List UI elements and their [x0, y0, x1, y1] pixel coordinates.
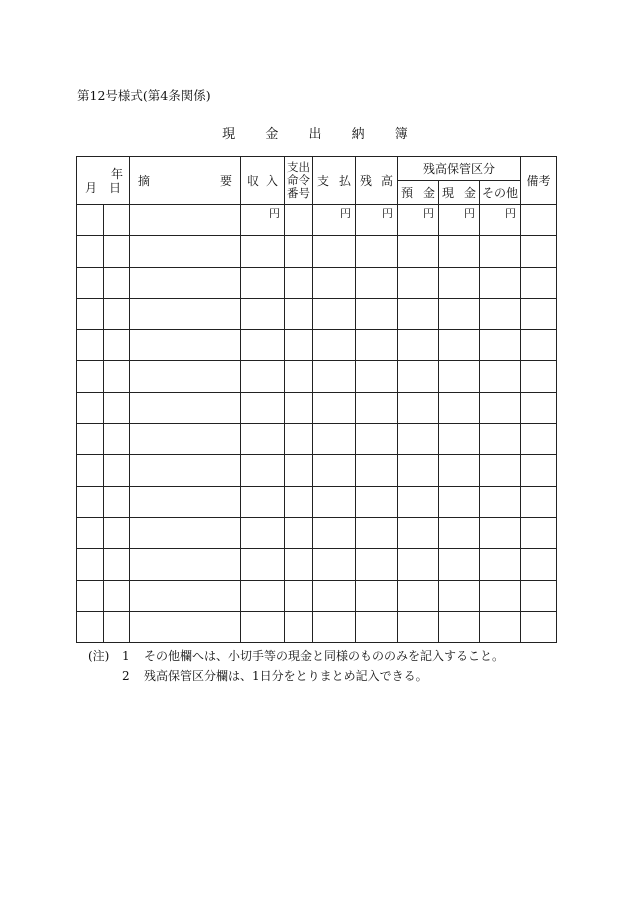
balance-cell[interactable]: [356, 267, 398, 298]
deposit-char: 金: [422, 185, 435, 200]
order-number-cell[interactable]: [285, 611, 313, 642]
deposit-cell[interactable]: 円: [398, 205, 439, 236]
title-char: 納: [351, 127, 365, 142]
income-char: 入: [265, 173, 278, 188]
cash-char: 金: [463, 185, 476, 200]
deposit-cell[interactable]: [398, 455, 439, 486]
date-header: [77, 157, 130, 205]
order-number-cell[interactable]: [285, 361, 313, 392]
summary-cell[interactable]: [130, 205, 241, 236]
deposit-cell[interactable]: [398, 298, 439, 329]
deposit-cell[interactable]: [398, 236, 439, 267]
order-number-cell[interactable]: [285, 267, 313, 298]
remarks-cell[interactable]: [521, 517, 557, 548]
note-text: その他欄へは、小切手等の現金と同様のもののみを記入すること。: [144, 649, 505, 663]
order-number-cell[interactable]: [285, 455, 313, 486]
summary-cell[interactable]: [130, 298, 241, 329]
deposit-cell[interactable]: [398, 611, 439, 642]
summary-cell[interactable]: [130, 236, 241, 267]
note-item: [88, 646, 504, 666]
title-char: 簿: [394, 127, 408, 142]
other-cell[interactable]: [480, 392, 521, 423]
order-number-cell[interactable]: [285, 517, 313, 548]
cash-cell[interactable]: [439, 298, 480, 329]
balance-cell[interactable]: [356, 549, 398, 580]
cash-cell[interactable]: [439, 236, 480, 267]
form-number-label: 第12号様式(第4条関係): [77, 88, 211, 103]
remarks-cell[interactable]: [521, 611, 557, 642]
month-cell[interactable]: [77, 580, 104, 611]
other-cell[interactable]: [480, 361, 521, 392]
order-number-cell[interactable]: [285, 392, 313, 423]
remarks-cell[interactable]: [521, 330, 557, 361]
payment-cell[interactable]: 円: [313, 205, 356, 236]
balance-header: [356, 157, 398, 205]
balance-char: 残: [360, 173, 373, 188]
payment-cell[interactable]: [313, 486, 356, 517]
day-cell[interactable]: [104, 486, 130, 517]
summary-cell[interactable]: [130, 267, 241, 298]
summary-cell[interactable]: [130, 330, 241, 361]
day-cell[interactable]: [104, 236, 130, 267]
day-cell[interactable]: [104, 392, 130, 423]
day-cell[interactable]: [104, 455, 130, 486]
remarks-cell[interactable]: [521, 298, 557, 329]
remarks-cell[interactable]: [521, 267, 557, 298]
order-number-cell[interactable]: [285, 424, 313, 455]
income-header: [241, 157, 285, 205]
cash-cell[interactable]: [439, 517, 480, 548]
table-row: [77, 330, 557, 361]
month-cell[interactable]: [77, 549, 104, 580]
payment-cell[interactable]: [313, 298, 356, 329]
deposit-cell[interactable]: [398, 267, 439, 298]
other-cell[interactable]: [480, 580, 521, 611]
income-cell[interactable]: [241, 236, 285, 267]
deposit-cell[interactable]: [398, 330, 439, 361]
order-number-cell[interactable]: [285, 330, 313, 361]
other-cell[interactable]: [480, 236, 521, 267]
income-cell[interactable]: [241, 392, 285, 423]
deposit-cell[interactable]: [398, 361, 439, 392]
other-cell[interactable]: [480, 298, 521, 329]
remarks-cell[interactable]: [521, 236, 557, 267]
summary-cell[interactable]: [130, 580, 241, 611]
summary-cell[interactable]: [130, 392, 241, 423]
month-cell[interactable]: [77, 330, 104, 361]
summary-cell[interactable]: [130, 549, 241, 580]
cash-cell[interactable]: [439, 549, 480, 580]
summary-cell[interactable]: [130, 611, 241, 642]
payment-order-number-header: [285, 157, 313, 205]
order-line: 支出: [287, 160, 310, 174]
income-cell[interactable]: [241, 580, 285, 611]
other-cell[interactable]: [480, 486, 521, 517]
note-prefix: (注): [88, 649, 110, 663]
month-cell[interactable]: [77, 611, 104, 642]
day-label: 日: [108, 180, 121, 195]
payment-header: [313, 157, 356, 205]
payment-cell[interactable]: [313, 611, 356, 642]
remarks-cell[interactable]: [521, 392, 557, 423]
deposit-header: [398, 181, 439, 205]
month-cell[interactable]: [77, 236, 104, 267]
order-number-cell[interactable]: [285, 580, 313, 611]
note-number: 1: [122, 649, 130, 663]
cash-cell[interactable]: [439, 611, 480, 642]
table-row: [77, 236, 557, 267]
order-line: 番号: [287, 186, 310, 200]
notes: [88, 646, 504, 686]
table-row: [77, 298, 557, 329]
deposit-cell[interactable]: [398, 517, 439, 548]
income-cell[interactable]: [241, 611, 285, 642]
summary-cell[interactable]: [130, 517, 241, 548]
balance-cell[interactable]: [356, 236, 398, 267]
payment-cell[interactable]: [313, 580, 356, 611]
year-label: 年: [110, 166, 123, 181]
other-cell[interactable]: [480, 267, 521, 298]
summary-header: [130, 157, 241, 205]
day-cell[interactable]: [104, 330, 130, 361]
day-cell[interactable]: [104, 517, 130, 548]
day-cell[interactable]: [104, 549, 130, 580]
balance-cell[interactable]: [356, 455, 398, 486]
cash-cell[interactable]: [439, 392, 480, 423]
note-text: 残高保管区分欄は、1日分をとりまとめ記入できる。: [144, 669, 428, 683]
balance-char: 高: [380, 173, 393, 188]
balance-cell[interactable]: [356, 517, 398, 548]
table-row: [77, 392, 557, 423]
remarks-cell[interactable]: [521, 486, 557, 517]
summary-cell[interactable]: [130, 486, 241, 517]
cash-cell[interactable]: [439, 361, 480, 392]
month-cell[interactable]: [77, 486, 104, 517]
title-char: 現: [222, 127, 236, 142]
table-row: [77, 580, 557, 611]
deposit-cell[interactable]: [398, 486, 439, 517]
order-number-cell[interactable]: [285, 298, 313, 329]
other-cell[interactable]: [480, 549, 521, 580]
table-row: [77, 517, 557, 548]
income-cell[interactable]: [241, 330, 285, 361]
other-cell[interactable]: [480, 517, 521, 548]
table-row: [77, 455, 557, 486]
payment-cell[interactable]: [313, 392, 356, 423]
balance-cell[interactable]: 円: [356, 205, 398, 236]
other-cell[interactable]: [480, 611, 521, 642]
balance-cell[interactable]: [356, 361, 398, 392]
month-cell[interactable]: [77, 517, 104, 548]
day-cell[interactable]: [104, 611, 130, 642]
balance-cell[interactable]: [356, 424, 398, 455]
day-cell[interactable]: [104, 361, 130, 392]
table-row: [77, 361, 557, 392]
note-item: [88, 666, 504, 686]
summary-char: 摘: [138, 173, 151, 188]
month-cell[interactable]: [77, 361, 104, 392]
table-row: [77, 486, 557, 517]
payment-char: 支: [317, 173, 330, 188]
other-cell[interactable]: 円: [480, 205, 521, 236]
storage-group-header: 残高保管区分: [398, 157, 521, 181]
summary-char: 要: [219, 173, 232, 188]
income-cell[interactable]: [241, 549, 285, 580]
remarks-cell[interactable]: [521, 205, 557, 236]
remarks-cell[interactable]: [521, 424, 557, 455]
day-cell[interactable]: [104, 205, 130, 236]
cash-cell[interactable]: [439, 424, 480, 455]
cash-cell[interactable]: [439, 267, 480, 298]
table-row: [77, 611, 557, 642]
deposit-cell[interactable]: [398, 424, 439, 455]
title-char: 出: [308, 127, 322, 142]
table-row: [77, 267, 557, 298]
other-header: その他: [480, 181, 521, 205]
payment-cell[interactable]: [313, 267, 356, 298]
income-cell[interactable]: [241, 298, 285, 329]
payment-cell[interactable]: [313, 549, 356, 580]
table-body: [77, 236, 557, 643]
income-cell[interactable]: [241, 424, 285, 455]
balance-cell[interactable]: [356, 486, 398, 517]
cash-cell[interactable]: [439, 455, 480, 486]
order-number-cell[interactable]: [285, 205, 313, 236]
cash-cell[interactable]: [439, 330, 480, 361]
month-cell[interactable]: [77, 267, 104, 298]
balance-cell[interactable]: [356, 580, 398, 611]
summary-cell[interactable]: [130, 455, 241, 486]
day-cell[interactable]: [104, 298, 130, 329]
payment-cell[interactable]: [313, 361, 356, 392]
day-cell[interactable]: [104, 267, 130, 298]
deposit-cell[interactable]: [398, 549, 439, 580]
order-number-cell[interactable]: [285, 236, 313, 267]
cash-header: [439, 181, 480, 205]
payment-cell[interactable]: [313, 330, 356, 361]
other-cell[interactable]: [480, 330, 521, 361]
balance-cell[interactable]: [356, 611, 398, 642]
document-title: [0, 123, 630, 142]
income-cell[interactable]: [241, 486, 285, 517]
payment-char: 払: [338, 173, 351, 188]
month-cell[interactable]: [77, 424, 104, 455]
remarks-cell[interactable]: [521, 455, 557, 486]
table-row: [77, 205, 557, 236]
other-cell[interactable]: [480, 424, 521, 455]
deposit-cell[interactable]: [398, 580, 439, 611]
cash-ledger-table: [76, 156, 557, 643]
remarks-header: 備考: [521, 157, 557, 205]
remarks-cell[interactable]: [521, 361, 557, 392]
note-number: 2: [122, 669, 130, 683]
income-cell[interactable]: [241, 517, 285, 548]
cash-cell[interactable]: 円: [439, 205, 480, 236]
month-cell[interactable]: [77, 392, 104, 423]
month-cell[interactable]: [77, 205, 104, 236]
balance-cell[interactable]: [356, 392, 398, 423]
day-cell[interactable]: [104, 424, 130, 455]
cash-cell[interactable]: [439, 486, 480, 517]
order-number-cell[interactable]: [285, 549, 313, 580]
month-label: 月: [85, 180, 98, 195]
income-cell[interactable]: [241, 455, 285, 486]
header-row: [77, 157, 557, 181]
balance-cell[interactable]: [356, 330, 398, 361]
balance-cell[interactable]: [356, 298, 398, 329]
remarks-cell[interactable]: [521, 549, 557, 580]
deposit-cell[interactable]: [398, 392, 439, 423]
income-cell[interactable]: [241, 267, 285, 298]
other-cell[interactable]: [480, 455, 521, 486]
table-row: [77, 549, 557, 580]
cash-cell[interactable]: [439, 580, 480, 611]
order-line: 命令: [287, 173, 310, 187]
remarks-cell[interactable]: [521, 580, 557, 611]
order-number-cell[interactable]: [285, 486, 313, 517]
month-cell[interactable]: [77, 298, 104, 329]
payment-cell[interactable]: [313, 236, 356, 267]
summary-cell[interactable]: [130, 424, 241, 455]
summary-cell[interactable]: [130, 361, 241, 392]
payment-cell[interactable]: [313, 424, 356, 455]
deposit-char: 預: [401, 185, 414, 200]
cash-char: 現: [442, 185, 455, 200]
income-char: 収: [247, 173, 260, 188]
payment-cell[interactable]: [313, 455, 356, 486]
payment-cell[interactable]: [313, 517, 356, 548]
income-cell[interactable]: [241, 361, 285, 392]
income-cell[interactable]: 円: [241, 205, 285, 236]
title-char: 金: [265, 127, 279, 142]
table-row: [77, 424, 557, 455]
month-cell[interactable]: [77, 455, 104, 486]
day-cell[interactable]: [104, 580, 130, 611]
